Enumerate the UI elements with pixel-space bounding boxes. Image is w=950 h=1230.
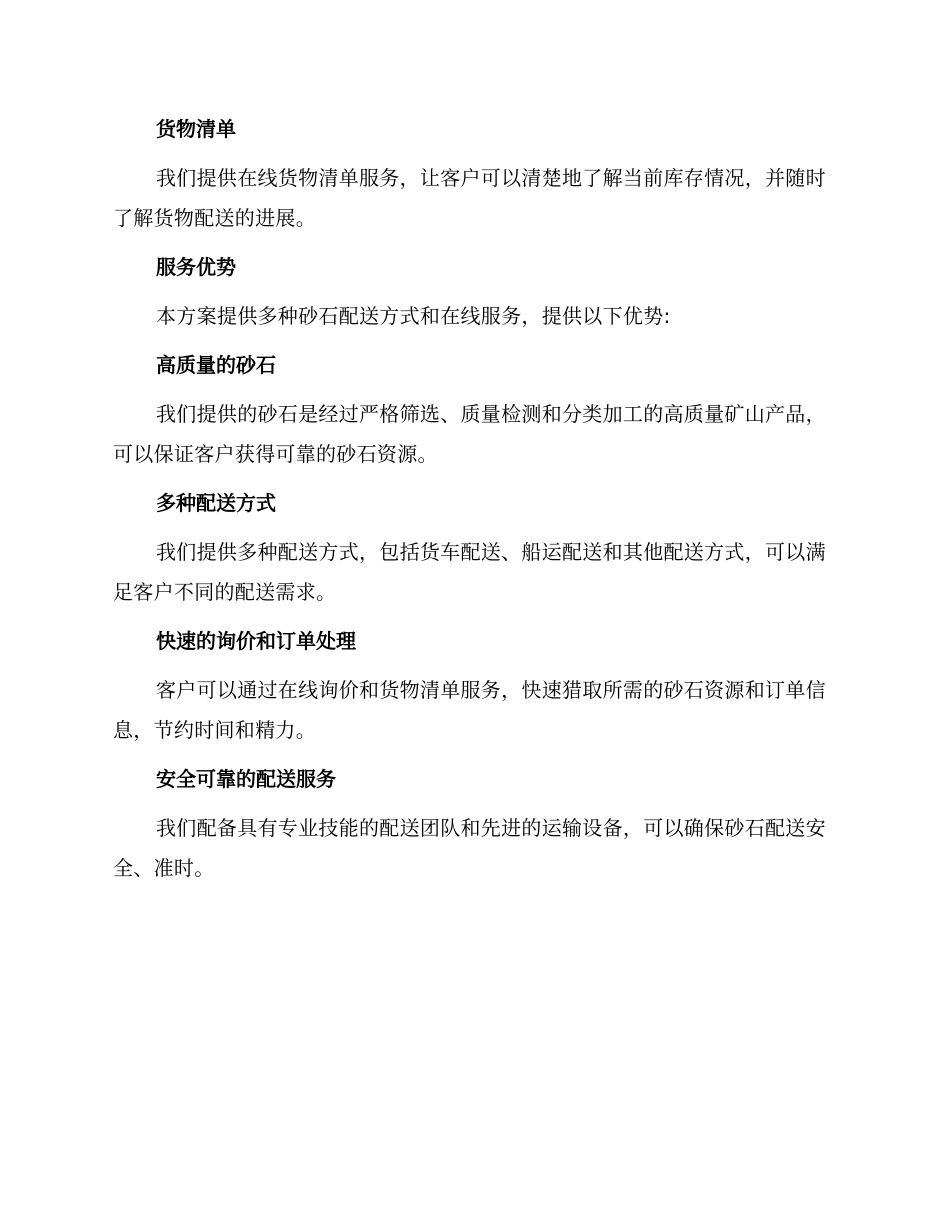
section-heading-high-quality-sand: 高质量的砂石: [156, 353, 276, 377]
section-paragraph-inventory-list: 我们提供在线货物清单服务，让客户可以清楚地了解当前库存情况，并随时了解货物配送的进展。: [113, 166, 826, 230]
section-heading-fast-quote-order: 快速的询价和订单处理: [156, 629, 356, 653]
section-heading-inventory-list: 货物清单: [156, 117, 236, 141]
section-heading-service-advantages: 服务优势: [156, 255, 236, 279]
section-paragraph-high-quality-sand: 我们提供的砂石是经过严格筛选、质量检测和分类加工的高质量矿山产品，可以保证客户获得可靠的砂石资源。: [113, 402, 826, 466]
section-paragraph-safe-delivery: 我们配备具有专业技能的配送团队和先进的运输设备，可以确保砂石配送安全、准时。: [113, 816, 826, 880]
section-paragraph-service-advantages: 本方案提供多种砂石配送方式和在线服务，提供以下优势:: [156, 304, 671, 328]
section-heading-safe-delivery: 安全可靠的配送服务: [156, 767, 336, 791]
section-paragraph-delivery-methods: 我们提供多种配送方式，包括货车配送、船运配送和其他配送方式，可以满足客户不同的配送需求。: [113, 540, 826, 604]
document-page: [113, 100, 833, 896]
section-heading-delivery-methods: 多种配送方式: [156, 491, 276, 515]
section-paragraph-fast-quote-order: 客户可以通过在线询价和货物清单服务，快速猎取所需的砂石资源和订单信息，节约时间和精力。: [113, 678, 826, 742]
